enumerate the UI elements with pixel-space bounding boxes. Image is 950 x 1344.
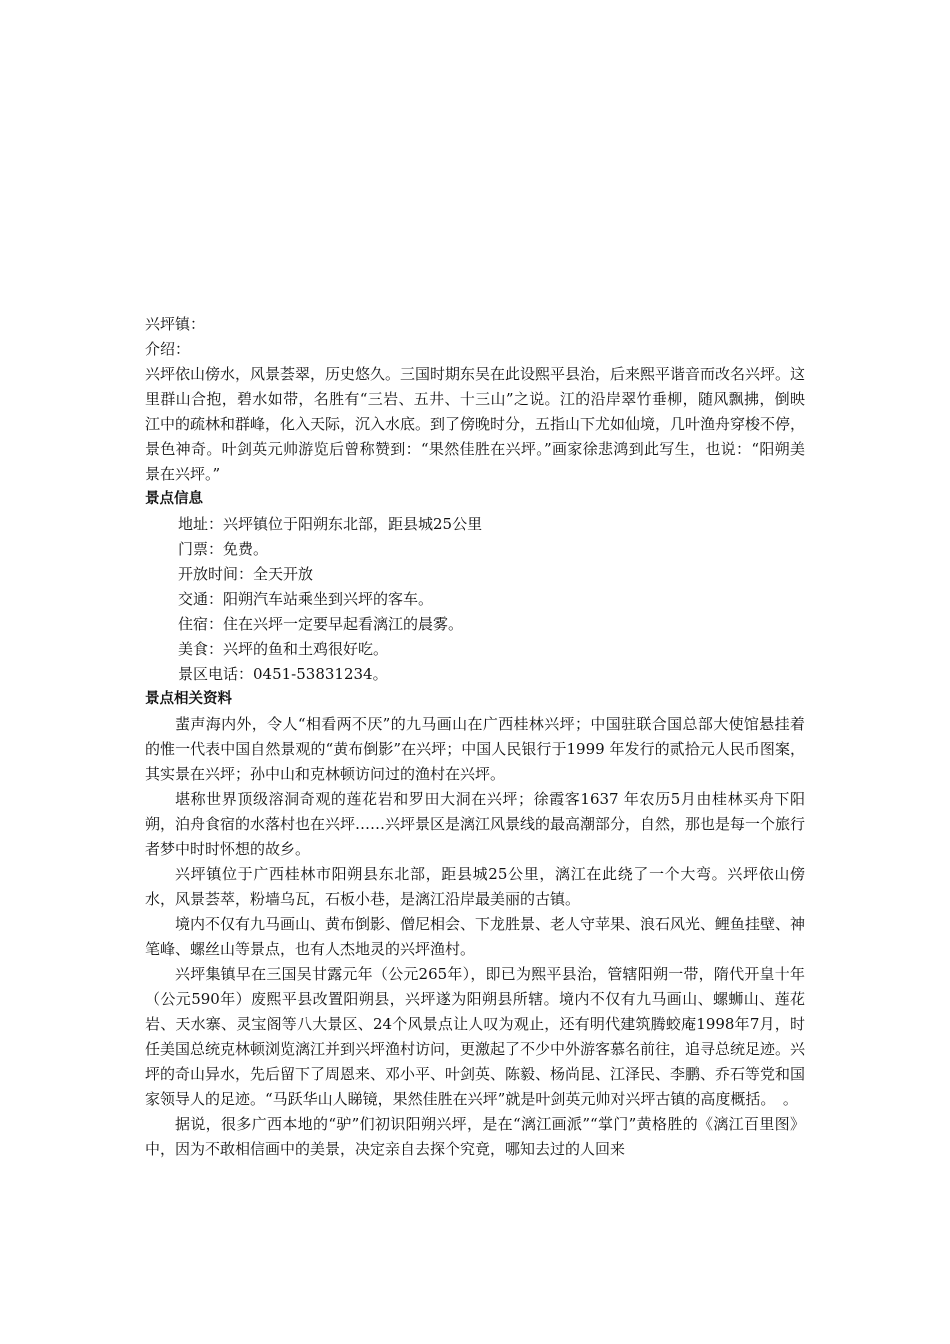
info-food: 美食：兴坪的鱼和土鸡很好吃。 <box>178 640 389 658</box>
info-lodging: 住宿：住在兴坪一定要早起看漓江的晨雾。 <box>178 615 464 633</box>
info-heading: 景点信息 <box>145 491 203 507</box>
info-transport: 交通：阳朔汽车站乘坐到兴坪的客车。 <box>178 590 434 608</box>
related-heading: 景点相关资料 <box>145 691 232 707</box>
info-phone: 景区电话：0451-53831234。 <box>178 665 388 683</box>
related-paragraph: 据说，很多广西本地的“驴”们初识阳朔兴坪，是在“漓江画派”“掌门”黄格胜的《漓江百里图》中，因为不敢相信画中的美景，决定亲自去探个究竟，哪知去过的人回来 <box>145 1115 805 1158</box>
related-paragraph: 境内不仅有九马画山、黄布倒影、僧尼相会、下龙胜景、老人守苹果、浪石风光、鲤鱼挂壁、神笔峰、螺丝山等景点，也有人杰地灵的兴坪渔村。 <box>145 915 806 958</box>
intro-paragraph: 兴坪依山傍水，风景荟翠，历史悠久。三国时期东吴在此设熙平县治，后来熙平谐音而改名兴坪。这里群山合抱，碧水如带，名胜有“三岩、五井、十三山”之说。江的沿岸翠竹垂柳，随风飘拂，倒映江中的疏林和群峰，化入天际，沉入水底。到了傍晚时分，五指山下尤如仙境，几叶渔舟穿梭不停，景色神奇。叶剑英元帅游览后曾称赞到：“果然佳胜在兴坪。”画家徐悲鸿到此写生，也说：“阳朔美景在兴坪。” <box>145 365 806 483</box>
document-page <box>145 312 805 1162</box>
related-paragraph: 兴坪集镇早在三国吴甘露元年（公元265年），即已为熙平县治，管辖阳朔一带，隋代开皇十年（公元590年）废熙平县改置阳朔县，兴坪遂为阳朔县所辖。境内不仅有九马画山、螺蛳山、莲花岩、天水寨、灵宝阁等八大景区、24个风景点让人叹为观止，还有明代建筑腾蛟庵1998年7月，时任美国总统克林顿浏览漓江并到兴坪渔村访问，更激起了不少中外游客慕名前往，追寻总统足迹。兴坪的奇山异水，先后留下了周恩来、邓小平、叶剑英、陈毅、杨尚昆、江泽民、李鹏、乔石等党和国家领导人的足迹。“马跃华山人睇镜，果然佳胜在兴坪”就是叶剑英元帅对兴坪古镇的高度概括。 。 <box>145 965 806 1108</box>
intro-label: 介绍： <box>145 340 191 358</box>
info-address: 地址：兴坪镇位于阳朔东北部，距县城25公里 <box>178 515 483 533</box>
info-opening-hours: 开放时间：全天开放 <box>178 565 314 583</box>
related-paragraph: 蜚声海内外，令人“相看两不厌”的九马画山在广西桂林兴坪；中国驻联合国总部大使馆悬挂着的惟一代表中国自然景观的“黄布倒影”在兴坪；中国人民银行于1999 年发行的贰拾元人民币图案，其实景在兴坪；孙中山和克林顿访问过的渔村在兴坪。 <box>145 715 805 783</box>
document-title: 兴坪镇： <box>145 315 206 333</box>
info-ticket: 门票：免费。 <box>178 540 269 558</box>
related-paragraph: 堪称世界顶级溶洞奇观的莲花岩和罗田大洞在兴坪；徐霞客1637 年农历5月由桂林买舟下阳朔，泊舟食宿的水落村也在兴坪……兴坪景区是漓江风景线的最高潮部分，自然，那也是每一个旅行者梦中时时怀想的故乡。 <box>145 790 806 858</box>
related-paragraph: 兴坪镇位于广西桂林市阳朔县东北部，距县城25公里，漓江在此绕了一个大弯。兴坪依山傍水，风景荟萃，粉墙乌瓦，石板小巷，是漓江沿岸最美丽的古镇。 <box>145 865 805 908</box>
